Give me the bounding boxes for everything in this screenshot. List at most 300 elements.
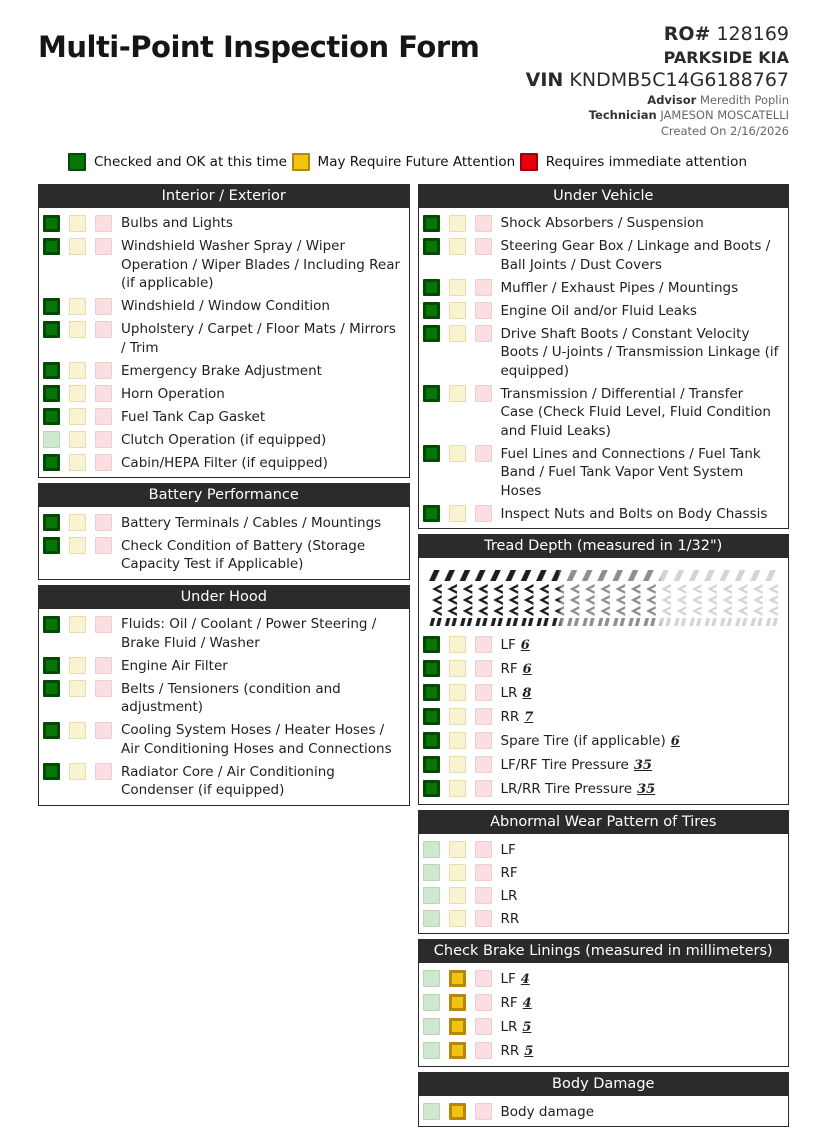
checklist-item-text (121, 237, 401, 293)
checkbox-ok[interactable] (43, 763, 60, 780)
ro-number: 128169 (716, 23, 789, 45)
form-section (418, 939, 790, 1067)
checkbox-attention[interactable] (449, 970, 466, 987)
created-date: 2/16/2026 (730, 123, 789, 138)
checkbox-ok[interactable] (43, 238, 60, 255)
checkbox-attention[interactable] (69, 680, 86, 697)
checkbox-attention[interactable] (69, 763, 86, 780)
checklist-item (419, 1015, 789, 1039)
checklist-item-label: Windshield Washer Spray / Wiper Operation / Wiper Blades / Including Rear (if applicable) (121, 238, 401, 292)
checkbox-attention[interactable] (69, 385, 86, 402)
checkbox-ok[interactable] (43, 537, 60, 554)
checkbox-ok[interactable] (423, 756, 440, 773)
status-checkboxes (423, 683, 492, 701)
section-body (39, 609, 409, 805)
checkbox-ok[interactable] (423, 1103, 440, 1120)
checkbox-ok[interactable] (423, 660, 440, 677)
checkbox-attention[interactable] (69, 321, 86, 338)
checkbox-attention[interactable] (449, 732, 466, 749)
status-checkboxes (423, 444, 492, 462)
checkbox-immediate[interactable] (475, 887, 492, 904)
checkbox-ok[interactable] (423, 994, 440, 1011)
checklist-item-text (501, 779, 781, 799)
ro-label: RO# (663, 23, 711, 45)
checklist-item-label: RF (500, 864, 518, 881)
checkbox-attention[interactable] (449, 1042, 466, 1059)
checkbox-immediate[interactable] (95, 298, 112, 315)
checklist-item-label: Battery Terminals / Cables / Mountings (121, 514, 382, 531)
checklist-item-label: Shock Absorbers / Suspension (500, 215, 704, 232)
legend-label: Checked and OK at this time (94, 153, 287, 170)
checkbox-ok[interactable] (43, 321, 60, 338)
checklist-item-text (501, 731, 781, 751)
checkbox-immediate[interactable] (95, 514, 112, 531)
status-checkboxes (43, 320, 112, 338)
checklist-item-text (501, 909, 781, 928)
checklist-item (419, 633, 789, 657)
status-checkboxes (43, 615, 112, 633)
checklist-item-label: Body damage (500, 1103, 595, 1120)
checkbox-attention[interactable] (69, 362, 86, 379)
section-body (419, 963, 789, 1066)
checkbox-immediate[interactable] (95, 537, 112, 554)
checklist-item-text (121, 536, 401, 574)
status-checkboxes (43, 361, 112, 379)
checkbox-attention[interactable] (69, 298, 86, 315)
checklist-item-label: Fluids: Oil / Coolant / Power Steering / Brake Fluid / Washer (121, 616, 377, 651)
checkbox-immediate[interactable] (95, 385, 112, 402)
status-checkboxes (423, 755, 492, 773)
checklist-item-text (121, 430, 401, 449)
technician-label: Technician (588, 108, 657, 123)
checklist-item-label: Belts / Tensioners (condition and adjustment) (121, 680, 341, 716)
checkbox-immediate[interactable] (475, 302, 492, 319)
checkbox-ok[interactable] (423, 302, 440, 319)
checkbox-attention[interactable] (449, 636, 466, 653)
checkbox-immediate[interactable] (95, 238, 112, 255)
status-checkboxes (423, 504, 492, 522)
status-checkboxes (423, 659, 492, 677)
checklist-item-value[interactable]: 4 (520, 971, 530, 987)
checklist-item-label: Bulbs and Lights (121, 215, 233, 232)
checkbox-attention[interactable] (69, 514, 86, 531)
checkbox-attention[interactable] (69, 408, 86, 425)
status-checkboxes (43, 430, 112, 448)
checklist-item-label: LF (500, 636, 516, 653)
checkbox-immediate[interactable] (95, 763, 112, 780)
section-body (419, 558, 789, 804)
status-checkboxes (43, 656, 112, 674)
status-checkboxes (423, 863, 492, 881)
checkbox-immediate[interactable] (475, 970, 492, 987)
section-header: Check Brake Linings (measured in millimeters) (419, 940, 789, 963)
technician-line (526, 108, 789, 123)
checkbox-ok[interactable] (423, 708, 440, 725)
checkbox-immediate[interactable] (475, 910, 492, 927)
checkbox-ok[interactable] (43, 616, 60, 633)
checkbox-ok[interactable] (43, 454, 60, 471)
checklist-item-text (501, 635, 781, 655)
checklist-item (419, 681, 789, 705)
checklist-item-text (121, 297, 401, 316)
section-header: Battery Performance (39, 484, 409, 507)
checkbox-attention[interactable] (449, 994, 466, 1011)
checkbox-immediate[interactable] (95, 408, 112, 425)
form-section (418, 810, 790, 934)
form-header (38, 22, 789, 139)
checkbox-immediate[interactable] (95, 680, 112, 697)
checklist-item-label: Engine Oil and/or Fluid Leaks (500, 302, 697, 319)
checklist-item-label: LR (500, 1018, 518, 1035)
status-checkboxes (423, 635, 492, 653)
checklist-item-text (121, 721, 401, 759)
checklist-item-text (501, 444, 781, 500)
checklist-item-text (121, 656, 401, 675)
checklist-item (419, 991, 789, 1015)
checklist-item (419, 299, 789, 322)
checkbox-immediate[interactable] (475, 732, 492, 749)
checklist-item-value[interactable]: 5 (524, 1043, 534, 1059)
checkbox-attention[interactable] (449, 215, 466, 232)
checklist-item-label: Check Condition of Battery (Storage Capacity Test if Applicable) (121, 537, 366, 573)
checkbox-attention[interactable] (449, 325, 466, 342)
advisor-line (526, 93, 789, 108)
checkbox-attention[interactable] (69, 537, 86, 554)
section-body (39, 507, 409, 579)
status-checkboxes (423, 384, 492, 402)
checkbox-ok[interactable] (43, 431, 60, 448)
checklist-item-text (121, 320, 401, 358)
status-checkboxes (423, 1017, 492, 1035)
checklist-item-text (121, 407, 401, 426)
status-checkboxes (43, 762, 112, 780)
section-header: Tread Depth (measured in 1/32") (419, 535, 789, 558)
checkbox-attention[interactable] (69, 215, 86, 232)
checklist-item-text (501, 863, 781, 882)
status-checkboxes (43, 237, 112, 255)
legend-item (292, 153, 516, 171)
status-checkboxes (423, 1041, 492, 1059)
checkbox-ok[interactable] (43, 408, 60, 425)
checkbox-ok[interactable] (423, 215, 440, 232)
status-checkboxes (423, 886, 492, 904)
checklist-item (419, 705, 789, 729)
checkbox-ok[interactable] (423, 684, 440, 701)
checkbox-immediate[interactable] (95, 657, 112, 674)
status-checkboxes (43, 679, 112, 697)
advisor-label: Advisor (647, 93, 697, 108)
checklist-item (419, 777, 789, 801)
checkbox-attention[interactable] (449, 279, 466, 296)
checkbox-ok[interactable] (423, 1042, 440, 1059)
checklist-item-label: Fuel Tank Cap Gasket (121, 408, 266, 425)
checklist-item-label: Windshield / Window Condition (121, 298, 330, 315)
checkbox-attention[interactable] (69, 454, 86, 471)
checklist-item-label: Transmission / Differential / Transfer Case (Check Fluid Level, Fluid Condition and Fluid Leaks) (500, 385, 771, 439)
checklist-item-label: RR (500, 708, 520, 725)
status-checkboxes (43, 384, 112, 402)
checklist-item-text (501, 278, 781, 297)
checkbox-ok[interactable] (43, 657, 60, 674)
checklist-item-value[interactable]: 35 (637, 781, 656, 797)
checkbox-ok[interactable] (423, 445, 440, 462)
checkbox-attention[interactable] (69, 616, 86, 633)
checklist-item-text (121, 361, 401, 380)
vin-value: KNDMB5C14G6188767 (569, 69, 789, 92)
status-checkboxes (423, 731, 492, 749)
checkbox-immediate[interactable] (475, 780, 492, 797)
checkbox-immediate[interactable] (475, 684, 492, 701)
checklist-item (419, 502, 789, 525)
checklist-item-label: Engine Air Filter (121, 657, 228, 674)
checklist-item (419, 442, 789, 502)
created-label: Created On (660, 123, 727, 138)
checkbox-immediate[interactable] (475, 385, 492, 402)
checkbox-attention[interactable] (449, 302, 466, 319)
checkbox-ok[interactable] (43, 680, 60, 697)
header-meta (526, 22, 789, 139)
checkbox-immediate[interactable] (95, 431, 112, 448)
checkbox-immediate[interactable] (475, 445, 492, 462)
checklist-item-text (501, 886, 781, 905)
checklist-item-label: LR (500, 684, 518, 701)
checklist-item (39, 428, 409, 451)
checklist-item (39, 212, 409, 235)
checkbox-immediate[interactable] (475, 215, 492, 232)
checklist-item-value[interactable]: 7 (524, 709, 534, 725)
checklist-item-value[interactable]: 6 (520, 637, 530, 653)
checklist-item-value[interactable]: 6 (670, 733, 680, 749)
checkbox-ok[interactable] (43, 385, 60, 402)
checkbox-immediate[interactable] (95, 215, 112, 232)
checklist-item-label: Cooling System Hoses / Heater Hoses / Air Conditioning Hoses and Connections (121, 722, 392, 757)
checkbox-immediate[interactable] (475, 1018, 492, 1035)
checklist-item (39, 382, 409, 405)
checklist-item (39, 451, 409, 474)
checkbox-immediate[interactable] (475, 756, 492, 773)
checklist-item-text (501, 683, 781, 703)
status-checkboxes (43, 513, 112, 531)
form-section (38, 483, 410, 580)
checkbox-ok[interactable] (43, 298, 60, 315)
checklist-item-text (121, 615, 401, 653)
checklist-item-text (121, 453, 401, 472)
checklist-item-text (121, 214, 401, 233)
checkbox-ok[interactable] (43, 722, 60, 739)
checkbox-ok[interactable] (423, 887, 440, 904)
status-checkboxes (423, 301, 492, 319)
checkbox-immediate[interactable] (95, 454, 112, 471)
checkbox-attention[interactable] (449, 780, 466, 797)
checkbox-immediate[interactable] (95, 722, 112, 739)
checklist-item-text (501, 659, 781, 679)
section-header: Interior / Exterior (39, 185, 409, 208)
checkbox-attention[interactable] (449, 660, 466, 677)
checkbox-immediate[interactable] (95, 616, 112, 633)
right-column (418, 184, 790, 1132)
status-checkboxes (423, 707, 492, 725)
checkbox-ok[interactable] (43, 362, 60, 379)
checklist-item (39, 613, 409, 655)
checkbox-immediate[interactable] (95, 321, 112, 338)
checkbox-ok[interactable] (423, 910, 440, 927)
status-checkboxes (423, 993, 492, 1011)
checkbox-attention[interactable] (449, 238, 466, 255)
checklist-item-label: Horn Operation (121, 385, 225, 402)
section-body (419, 1096, 789, 1126)
checkbox-ok[interactable] (43, 514, 60, 531)
legend-label: May Require Future Attention (317, 153, 516, 170)
checkbox-attention[interactable] (449, 1103, 466, 1120)
checkbox-immediate[interactable] (475, 994, 492, 1011)
checklist-item-value[interactable]: 8 (522, 685, 532, 701)
checkbox-ok[interactable] (43, 215, 60, 232)
checklist-item (419, 382, 789, 442)
checklist-item (419, 907, 789, 930)
checklist-item-text (501, 755, 781, 775)
checkbox-immediate[interactable] (475, 636, 492, 653)
checklist-item (419, 322, 789, 382)
checkbox-ok[interactable] (423, 970, 440, 987)
status-checkboxes (423, 969, 492, 987)
checklist-item (419, 212, 789, 235)
checklist-item (419, 838, 789, 861)
checklist-item-text (501, 969, 781, 989)
checkbox-attention[interactable] (449, 684, 466, 701)
checklist-item (419, 884, 789, 907)
checkbox-attention[interactable] (449, 864, 466, 881)
checkbox-immediate[interactable] (475, 279, 492, 296)
status-checkboxes (43, 536, 112, 554)
checklist-item-value[interactable]: 4 (522, 995, 532, 1011)
ro-line (526, 22, 789, 47)
checkbox-ok[interactable] (423, 636, 440, 653)
checkbox-attention[interactable] (449, 385, 466, 402)
checklist-item-text (501, 301, 781, 320)
checklist-item (39, 295, 409, 318)
checkbox-immediate[interactable] (475, 841, 492, 858)
checkbox-ok[interactable] (423, 841, 440, 858)
checklist-item-label: RF (500, 660, 518, 677)
legend-item (68, 153, 287, 171)
section-body (39, 208, 409, 478)
checkbox-immediate[interactable] (475, 1103, 492, 1120)
checklist-item-text (501, 993, 781, 1013)
checkbox-immediate[interactable] (95, 362, 112, 379)
checkbox-ok[interactable] (423, 732, 440, 749)
checkbox-ok[interactable] (423, 385, 440, 402)
checklist-item-text (501, 840, 781, 859)
checkbox-immediate[interactable] (475, 708, 492, 725)
checkbox-attention[interactable] (69, 722, 86, 739)
checklist-item-value[interactable]: 35 (633, 757, 652, 773)
technician-name: JAMESON MOSCATELLI (660, 108, 789, 123)
checklist-item-text (121, 679, 401, 717)
checkbox-attention[interactable] (449, 756, 466, 773)
checkbox-ok[interactable] (423, 279, 440, 296)
checklist-item-text (501, 214, 781, 233)
checklist-item-label: Drive Shaft Boots / Constant Velocity Boots / U-joints / Transmission Linkage (if equipped) (500, 325, 779, 379)
checklist-item-text (501, 237, 781, 275)
checklist-item-label: RF (500, 994, 518, 1011)
checklist-item-label: Cabin/HEPA Filter (if equipped) (121, 454, 328, 471)
checkbox-attention[interactable] (69, 238, 86, 255)
form-columns (38, 184, 789, 1132)
checklist-item-value[interactable]: 6 (522, 661, 532, 677)
created-line (526, 124, 789, 139)
checklist-item-label: LR/RR Tire Pressure (500, 780, 633, 797)
checkbox-immediate[interactable] (475, 505, 492, 522)
checklist-item (419, 235, 789, 277)
checklist-item (39, 534, 409, 576)
status-checkboxes (43, 407, 112, 425)
left-column (38, 184, 410, 811)
checkbox-ok[interactable] (423, 325, 440, 342)
checklist-item-text (501, 324, 781, 380)
legend-attention-swatch (292, 153, 310, 171)
checklist-item (39, 760, 409, 802)
checkbox-attention[interactable] (449, 505, 466, 522)
checklist-item (419, 276, 789, 299)
checkbox-ok[interactable] (423, 780, 440, 797)
checklist-item-label: Upholstery / Carpet / Floor Mats / Mirrors / Trim (121, 321, 396, 356)
checkbox-attention[interactable] (449, 1018, 466, 1035)
form-section (38, 184, 410, 479)
checkbox-immediate[interactable] (475, 660, 492, 677)
checkbox-ok[interactable] (423, 1018, 440, 1035)
form-section (418, 184, 790, 530)
section-header: Abnormal Wear Pattern of Tires (419, 811, 789, 834)
checklist-item-label: Steering Gear Box / Linkage and Boots / Ball Joints / Dust Covers (500, 238, 771, 273)
checklist-item-text (501, 384, 781, 440)
checklist-item (39, 405, 409, 428)
legend-label: Requires immediate attention (545, 153, 747, 170)
status-legend (38, 153, 789, 171)
checkbox-attention[interactable] (69, 657, 86, 674)
status-checkboxes (43, 453, 112, 471)
checkbox-attention[interactable] (449, 841, 466, 858)
checkbox-attention[interactable] (449, 887, 466, 904)
vin-label: VIN (525, 69, 564, 92)
checklist-item-label: Clutch Operation (if equipped) (121, 431, 327, 448)
checklist-item-value[interactable]: 5 (522, 1019, 532, 1035)
checklist-item-label: LR (500, 887, 518, 904)
checkbox-attention[interactable] (69, 431, 86, 448)
status-checkboxes (423, 237, 492, 255)
checklist-item-label: RR (500, 910, 520, 927)
checklist-item-text (121, 384, 401, 403)
checklist-item (39, 359, 409, 382)
checkbox-ok[interactable] (423, 505, 440, 522)
checkbox-attention[interactable] (449, 708, 466, 725)
checklist-item-label: LF (500, 841, 516, 858)
checklist-item (419, 1039, 789, 1063)
checkbox-immediate[interactable] (475, 1042, 492, 1059)
checklist-item-text (501, 1041, 781, 1061)
checklist-item (39, 318, 409, 360)
checkbox-ok[interactable] (423, 864, 440, 881)
checkbox-immediate[interactable] (475, 325, 492, 342)
status-checkboxes (43, 214, 112, 232)
checkbox-attention[interactable] (449, 445, 466, 462)
advisor-name: Meredith Poplin (699, 93, 789, 108)
checkbox-attention[interactable] (449, 910, 466, 927)
checkbox-ok[interactable] (423, 238, 440, 255)
checklist-item (419, 729, 789, 753)
checkbox-immediate[interactable] (475, 238, 492, 255)
section-header: Body Damage (419, 1073, 789, 1096)
checkbox-immediate[interactable] (475, 864, 492, 881)
